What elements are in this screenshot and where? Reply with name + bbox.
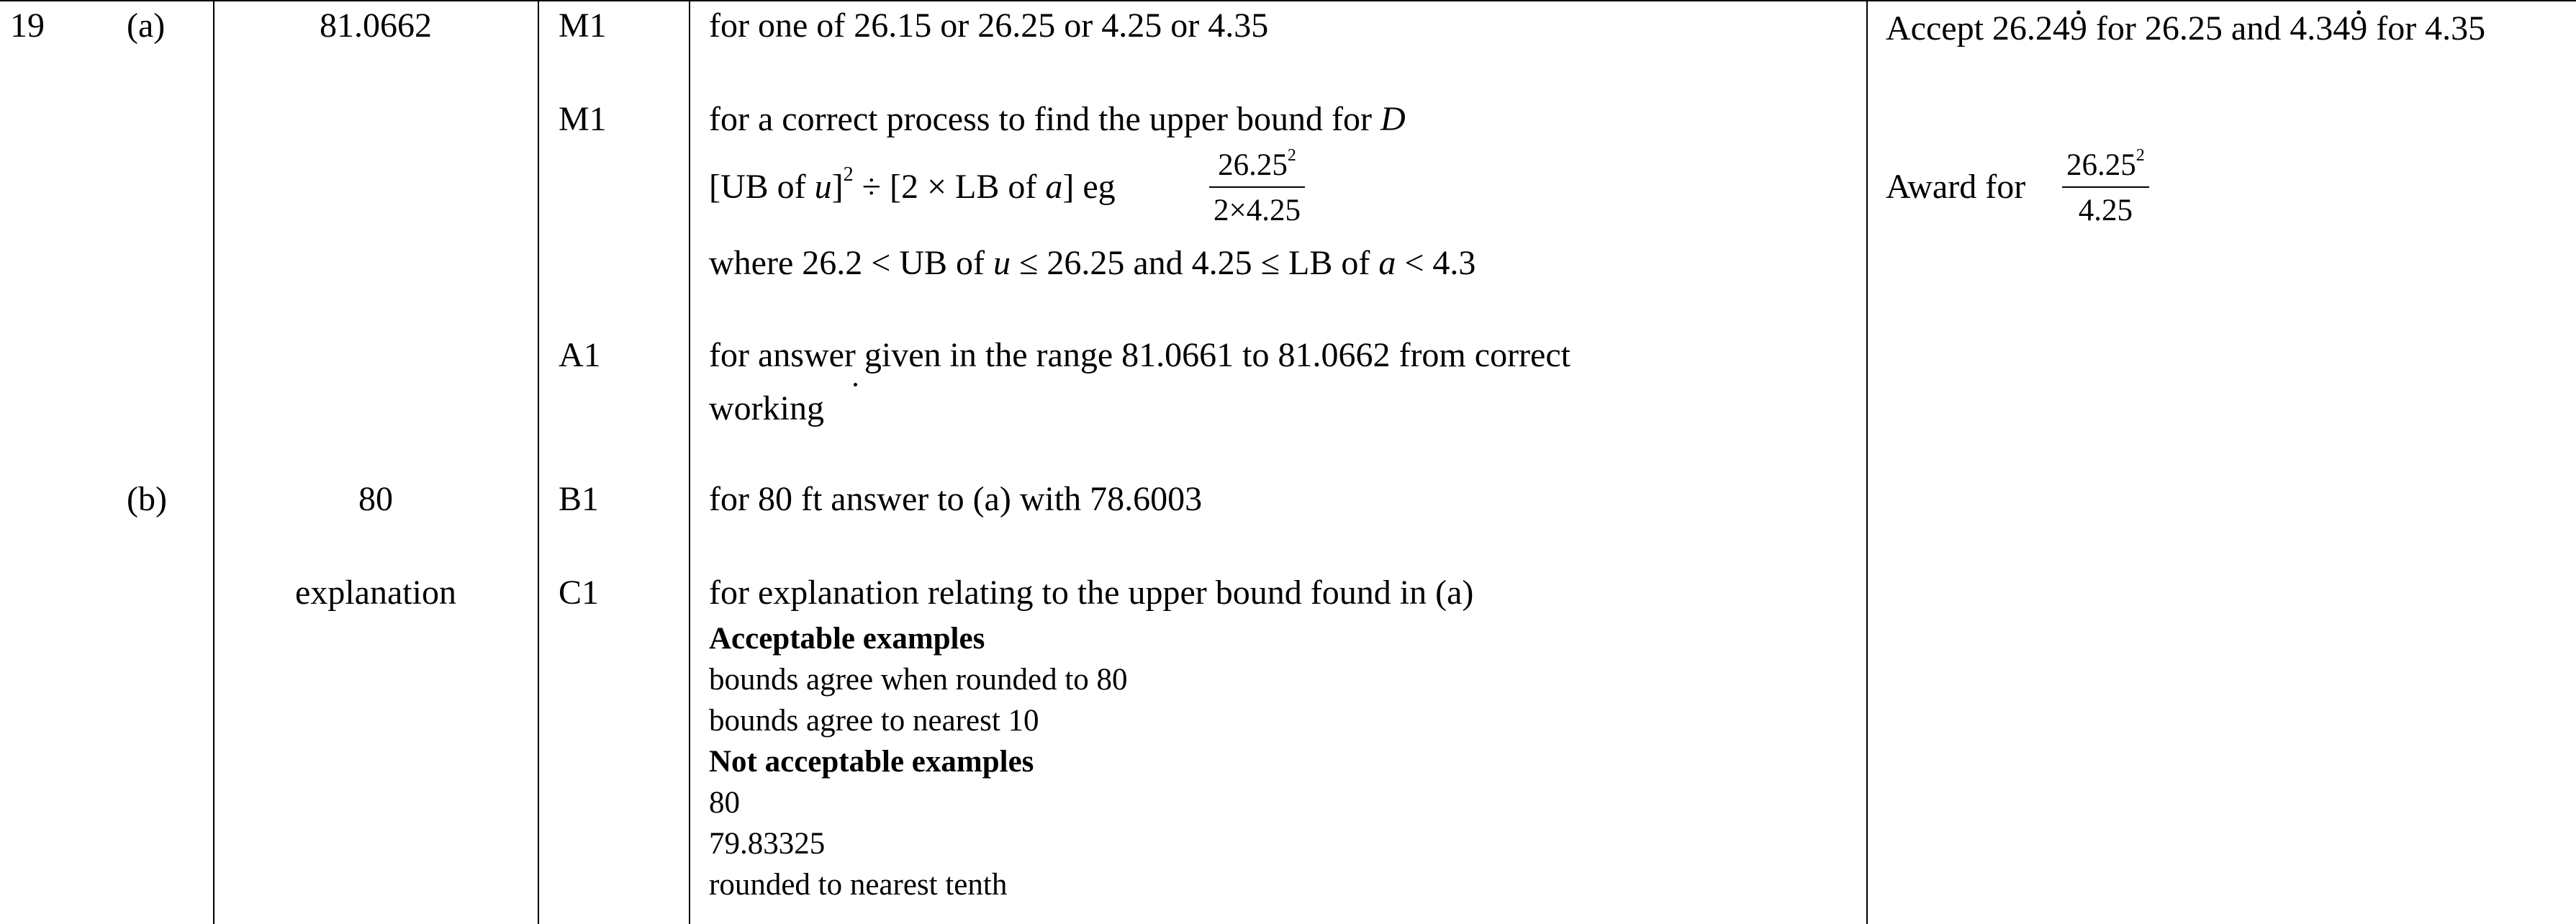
condition-part: where 26.2 < UB of bbox=[709, 244, 993, 282]
question-number: 19 bbox=[10, 6, 45, 45]
variable-u: u bbox=[993, 244, 1011, 282]
column-divider-1 bbox=[213, 0, 214, 924]
mark-note bbox=[709, 102, 1406, 137]
column-divider-3 bbox=[689, 0, 690, 924]
formula-part: [UB of bbox=[709, 168, 815, 206]
variable-d: D bbox=[1380, 100, 1406, 138]
fraction-denominator: 2×4.25 bbox=[1214, 194, 1301, 227]
column-divider-4 bbox=[1866, 0, 1868, 924]
not-acceptable-heading: Not acceptable examples bbox=[709, 745, 1034, 779]
not-acceptable-example: 80 bbox=[709, 786, 740, 820]
mark-code: B1 bbox=[559, 480, 600, 518]
variable-u: u bbox=[814, 168, 832, 206]
award-label: Award for bbox=[1886, 168, 2026, 206]
part-b-label: (b) bbox=[127, 480, 167, 518]
fraction-numerator bbox=[1209, 146, 1305, 188]
formula-power: 2 bbox=[843, 163, 854, 186]
acceptable-example: bounds agree to nearest 10 bbox=[709, 704, 1039, 738]
numerator-value: 26.25 bbox=[1218, 148, 1288, 182]
accept-part: Accept 26.24 bbox=[1886, 9, 2070, 47]
column-divider-2 bbox=[538, 0, 539, 924]
fraction-denominator: 4.25 bbox=[2078, 194, 2133, 227]
mark-code: A1 bbox=[559, 336, 601, 374]
part-b-explanation-answer: explanation bbox=[295, 574, 456, 612]
variable-a: a bbox=[1378, 244, 1396, 282]
not-acceptable-example: rounded to nearest tenth bbox=[709, 868, 1008, 902]
mark-code: M1 bbox=[559, 6, 607, 45]
accept-part: for 4.35 bbox=[2367, 9, 2486, 47]
recurring-digit: 9 · bbox=[2070, 12, 2087, 46]
numerator-power: 2 bbox=[2136, 146, 2145, 165]
mark-code: C1 bbox=[559, 574, 600, 612]
mark-note-text: for a correct process to find the upper bound for bbox=[709, 100, 1372, 138]
formula-part: ÷ [2 × LB of bbox=[853, 168, 1046, 206]
acceptable-heading: Acceptable examples bbox=[709, 622, 985, 656]
bound-condition bbox=[709, 246, 1475, 281]
variable-a: a bbox=[1045, 168, 1063, 206]
accept-part: for 26.25 and 4.34 bbox=[2087, 9, 2351, 47]
condition-part: < 4.3 bbox=[1396, 244, 1476, 282]
numerator-power: 2 bbox=[1287, 146, 1296, 165]
formula-part: ] bbox=[831, 168, 844, 206]
mark-note: for one of 26.15 or 26.25 or 4.25 or 4.35 bbox=[709, 6, 1269, 45]
part-a-answer: 81.0662 bbox=[320, 6, 432, 45]
mark-note: for explanation relating to the upper bound found in (a) bbox=[709, 574, 1474, 612]
part-a-label: (a) bbox=[127, 6, 166, 45]
not-acceptable-example: 79.83325 bbox=[709, 827, 826, 861]
eg-fraction bbox=[1209, 146, 1305, 227]
mark-note-continuation: working bbox=[709, 389, 824, 427]
condition-part: ≤ 26.25 and 4.25 ≤ LB of bbox=[1011, 244, 1379, 282]
award-fraction bbox=[2062, 146, 2149, 227]
mark-note: for 80 ft answer to (a) with 78.6003 bbox=[709, 480, 1203, 518]
numerator-value: 26.25 bbox=[2066, 148, 2136, 182]
acceptable-example: bounds agree when rounded to 80 bbox=[709, 663, 1128, 697]
upper-bound-formula bbox=[709, 163, 1116, 206]
mark-code: M1 bbox=[559, 100, 607, 138]
mark-note: for answer given in the range 81.0661 to 81.0662 from correct bbox=[709, 336, 1571, 374]
fraction-numerator bbox=[2062, 146, 2149, 188]
part-b-answer: 80 bbox=[358, 480, 393, 518]
accept-note bbox=[1886, 9, 2486, 47]
stray-dot bbox=[854, 383, 857, 386]
formula-part: ] eg bbox=[1062, 168, 1116, 206]
table-top-border bbox=[0, 0, 2576, 1]
recurring-digit: 9 · bbox=[2350, 12, 2367, 46]
